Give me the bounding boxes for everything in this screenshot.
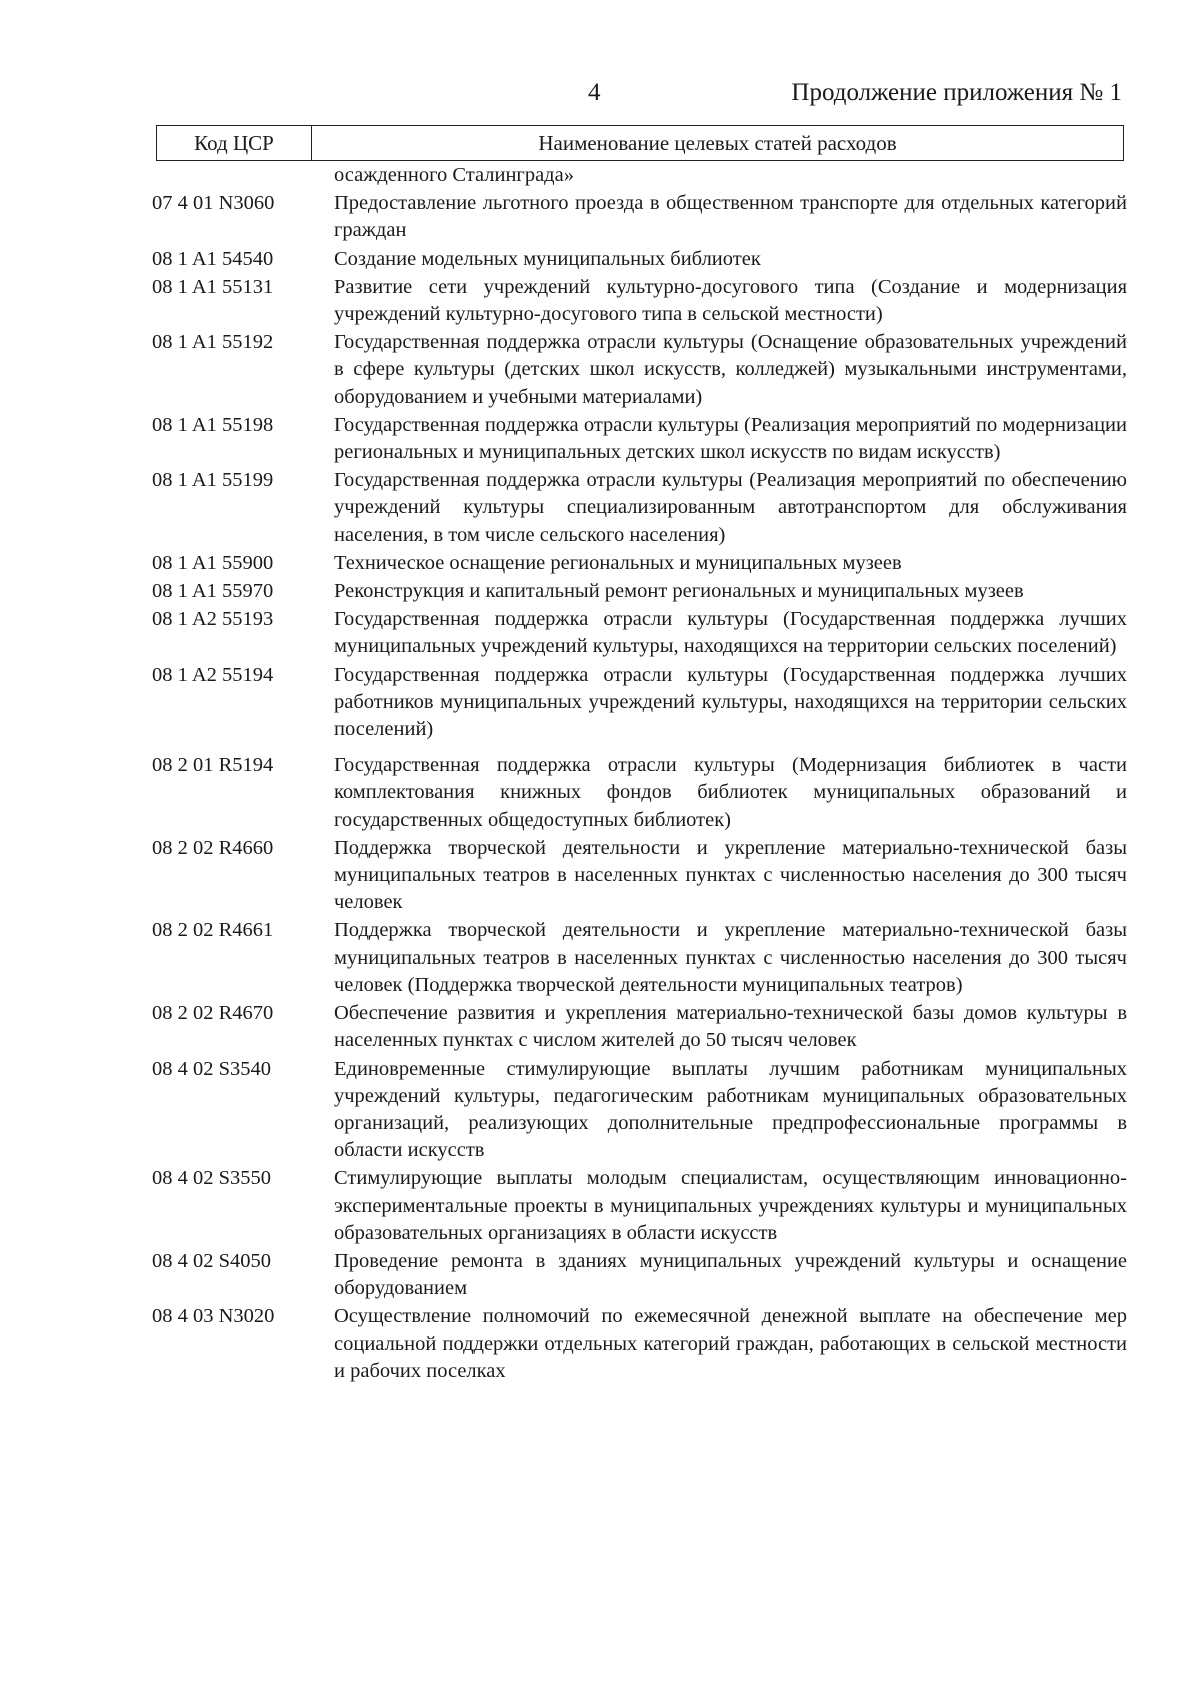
row-code: 07 4 01 N3060 <box>152 192 275 215</box>
table-row <box>152 274 1127 328</box>
row-code: 08 4 02 S3540 <box>152 1057 272 1080</box>
page-number: 4 <box>588 79 601 106</box>
row-name: Государственная поддержка отрасли культуры (Реализация мероприятий по обеспечению учреждений культуры специализированным автотранспортом для обслуживания населения, в том числе сельского населения) <box>334 469 1127 546</box>
table-row <box>152 606 1127 660</box>
row-code: 08 2 01 R5194 <box>152 754 274 777</box>
row-code: 08 2 02 R4661 <box>152 919 274 942</box>
row-code: 08 1 A2 55193 <box>152 608 274 631</box>
table-row <box>152 1165 1127 1247</box>
row-name: Государственная поддержка отрасли культуры (Оснащение образовательных учреждений в сфере культуры (детских школ искусств, колледжей) музыкальными инструментами, оборудованием и учебными материалами) <box>334 331 1127 408</box>
row-name: Реконструкция и капитальный ремонт региональных и муниципальных музеев <box>334 580 1024 603</box>
row-code: 08 1 A1 55970 <box>152 580 274 603</box>
row-name: Осуществление полномочий по ежемесячной денежной выплате на обеспечение мер социальной поддержки отдельных категорий граждан, работающих в сельской местности и рабочих поселках <box>334 1305 1127 1382</box>
row-name: Поддержка творческой деятельности и укрепление материально-технической базы муниципальных театров в населенных пунктах с численностью населения до 300 тысяч человек (Поддержка творческой деятельности муниципальных театров) <box>334 919 1127 996</box>
table-row <box>152 329 1127 411</box>
row-code: 08 1 A1 55900 <box>152 551 274 574</box>
row-name: Развитие сети учреждений культурно-досугового типа (Создание и модернизация учреждений культурно-досугового типа в сельской местности) <box>334 275 1127 326</box>
row-name: Проведение ремонта в зданиях муниципальных учреждений культуры и оснащение оборудованием <box>334 1249 1127 1300</box>
table-row <box>152 1056 1127 1165</box>
table-row <box>152 1000 1127 1054</box>
row-code: 08 1 A1 55131 <box>152 275 274 298</box>
row-name: Обеспечение развития и укрепления материально-технической базы домов культуры в населенных пунктах с числом жителей до 50 тысяч человек <box>334 1002 1127 1052</box>
table-row <box>152 1303 1127 1385</box>
table-row <box>152 162 1127 189</box>
table-row <box>152 550 1127 577</box>
table-row <box>152 190 1127 244</box>
table-row <box>152 1248 1127 1302</box>
row-name: Предоставление льготного проезда в общественном транспорте для отдельных категорий граждан <box>334 192 1127 242</box>
row-name: Техническое оснащение региональных и муниципальных музеев <box>334 551 902 574</box>
continuation-title: Продолжение приложения № 1 <box>791 79 1122 106</box>
row-name: Государственная поддержка отрасли культуры (Модернизация библиотек в части комплектования книжных фондов библиотек муниципальных образований и государственных общедоступных библиотек) <box>334 754 1127 831</box>
row-name: Стимулирующие выплаты молодым специалистам, осуществляющим инновационно-экспериментальные проекты в муниципальных учреждениях культуры и муниципальных образовательных организациях в области искусств <box>334 1167 1127 1244</box>
table-body <box>152 162 1127 1386</box>
row-name: Государственная поддержка отрасли культуры (Государственная поддержка лучших работников муниципальных учреждений культуры, находящихся на территории сельских поселений) <box>334 663 1127 741</box>
table-row <box>152 412 1127 466</box>
row-code: 08 4 02 S3550 <box>152 1167 272 1190</box>
column-header-name: Наименование целевых статей расходов <box>538 130 897 155</box>
row-name: Государственная поддержка отрасли культуры (Реализация мероприятий по модернизации региональных и муниципальных детских школ искусств по видам искусств) <box>334 413 1127 464</box>
table-row <box>152 578 1127 605</box>
row-code: 08 1 A2 55194 <box>152 663 274 686</box>
column-header-code: Код ЦСР <box>157 126 312 160</box>
row-code: 08 4 02 S4050 <box>152 1249 272 1272</box>
table-row <box>152 467 1127 549</box>
table-header <box>156 125 1124 161</box>
row-name: Единовременные стимулирующие выплаты лучшим работникам муниципальных учреждений культуры, педагогическим работникам муниципальных образовательных организаций, реализующих дополнительные предпрофессиональные программы в области искусств <box>334 1057 1127 1162</box>
row-code: 08 1 A1 55198 <box>152 413 274 436</box>
row-name: Государственная поддержка отрасли культуры (Государственная поддержка лучших муниципальных учреждений культуры, находящихся на территории сельских поселений) <box>334 608 1127 658</box>
row-code: 08 1 A1 55199 <box>152 469 274 492</box>
table-row <box>152 917 1127 999</box>
row-name: осажденного Сталинграда» <box>334 164 574 186</box>
row-code: 08 1 A1 54540 <box>152 247 274 270</box>
table-row <box>152 246 1127 273</box>
table-row <box>152 662 1127 744</box>
row-code: 08 1 A1 55192 <box>152 331 274 354</box>
row-code: 08 2 02 R4670 <box>152 1002 274 1025</box>
table-row <box>152 835 1127 917</box>
row-code: 08 2 02 R4660 <box>152 836 274 859</box>
row-name: Поддержка творческой деятельности и укрепление материально-технической базы муниципальных театров в населенных пунктах с численностью населения до 300 тысяч человек <box>334 836 1127 914</box>
row-code: 08 4 03 N3020 <box>152 1305 275 1328</box>
table-row <box>152 752 1127 834</box>
row-name: Создание модельных муниципальных библиотек <box>334 247 761 270</box>
